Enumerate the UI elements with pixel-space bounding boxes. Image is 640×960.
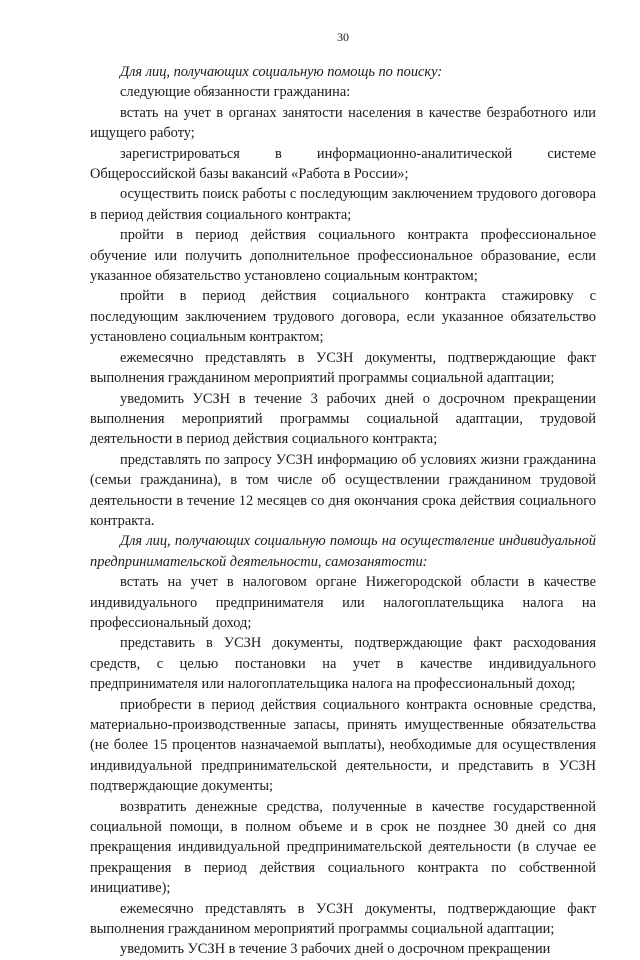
paragraph: приобрести в период действия социального контракта основные средства, материально-производственные запасы, принять имущественные обязательства (не более 15 процентов назначаемой выплаты), необходимые для осуществления индивидуальной предпринимательской деятельности, и представить в УСЗН подтверждающие документы; [90,696,596,795]
section-heading: Для лиц, получающих социальную помощь на осуществление индивидуальной предпринимательской деятельности, самозанятости: [90,533,596,570]
paragraph: уведомить УСЗН в течение 3 рабочих дней о досрочном прекращении выполнения мероприятий программы социальной адаптации, трудовой деятельности в период действия социального контракта; [90,390,596,448]
paragraph: осуществить поиск работы с последующим заключением трудового договора в период действия социального контракта; [90,186,596,223]
paragraph: представить в УСЗН документы, подтверждающие факт расходования средств, с целью постановки на учет в качестве индивидуального предпринимателя или налогоплательщика налога на профессиональный доход; [90,635,596,693]
paragraph: ежемесячно представлять в УСЗН документы, подтверждающие факт выполнения гражданином мероприятий программы социальной адаптации; [90,900,596,938]
paragraph: пройти в период действия социального контракта профессиональное обучение или получить дополнительное профессиональное образование, если указанное обязательство установлено социальным контрактом; [90,227,596,285]
section-heading: Для лиц, получающих социальную помощь по поиску: [120,64,443,80]
document-page [90,30,596,960]
paragraph: возвратить денежные средства, полученные в качестве государственной социальной помощи, в полном объеме и в срок не позднее 30 дней со дня прекращения индивидуальной предпринимательской деятельности (в случае ее прекращения в период действия социального контракта по собственной инициативе); [90,798,596,897]
paragraph: пройти в период действия социального контракта стажировку с последующим заключением трудового договора, если указанное обязательство установлено социальным контрактом; [90,288,596,346]
paragraph: встать на учет в органах занятости населения в качестве безработного или ищущего работу; [90,104,596,142]
paragraph: ежемесячно представлять в УСЗН документы, подтверждающие факт выполнения гражданином мероприятий программы социальной адаптации; [90,349,596,387]
paragraph: зарегистрироваться в информационно-аналитической системе Общероссийской базы вакансий «Работа в России»; [90,145,596,183]
paragraph: встать на учет в налоговом органе Нижегородской области в качестве индивидуального предпринимателя или налогоплательщика налога на профессиональный доход; [90,574,596,631]
paragraph: представлять по запросу УСЗН информацию об условиях жизни гражданина (семьи гражданина), в том числе об осуществлении гражданином трудовой деятельности в течение 12 месяцев со дня окончания срока действия социального контракта. [90,451,596,529]
document-body [90,62,596,960]
page-number: 30 [337,30,349,44]
paragraph: следующие обязанности гражданина: [120,84,351,101]
paragraph: уведомить УСЗН в течение 3 рабочих дней о досрочном прекращении [120,941,551,958]
